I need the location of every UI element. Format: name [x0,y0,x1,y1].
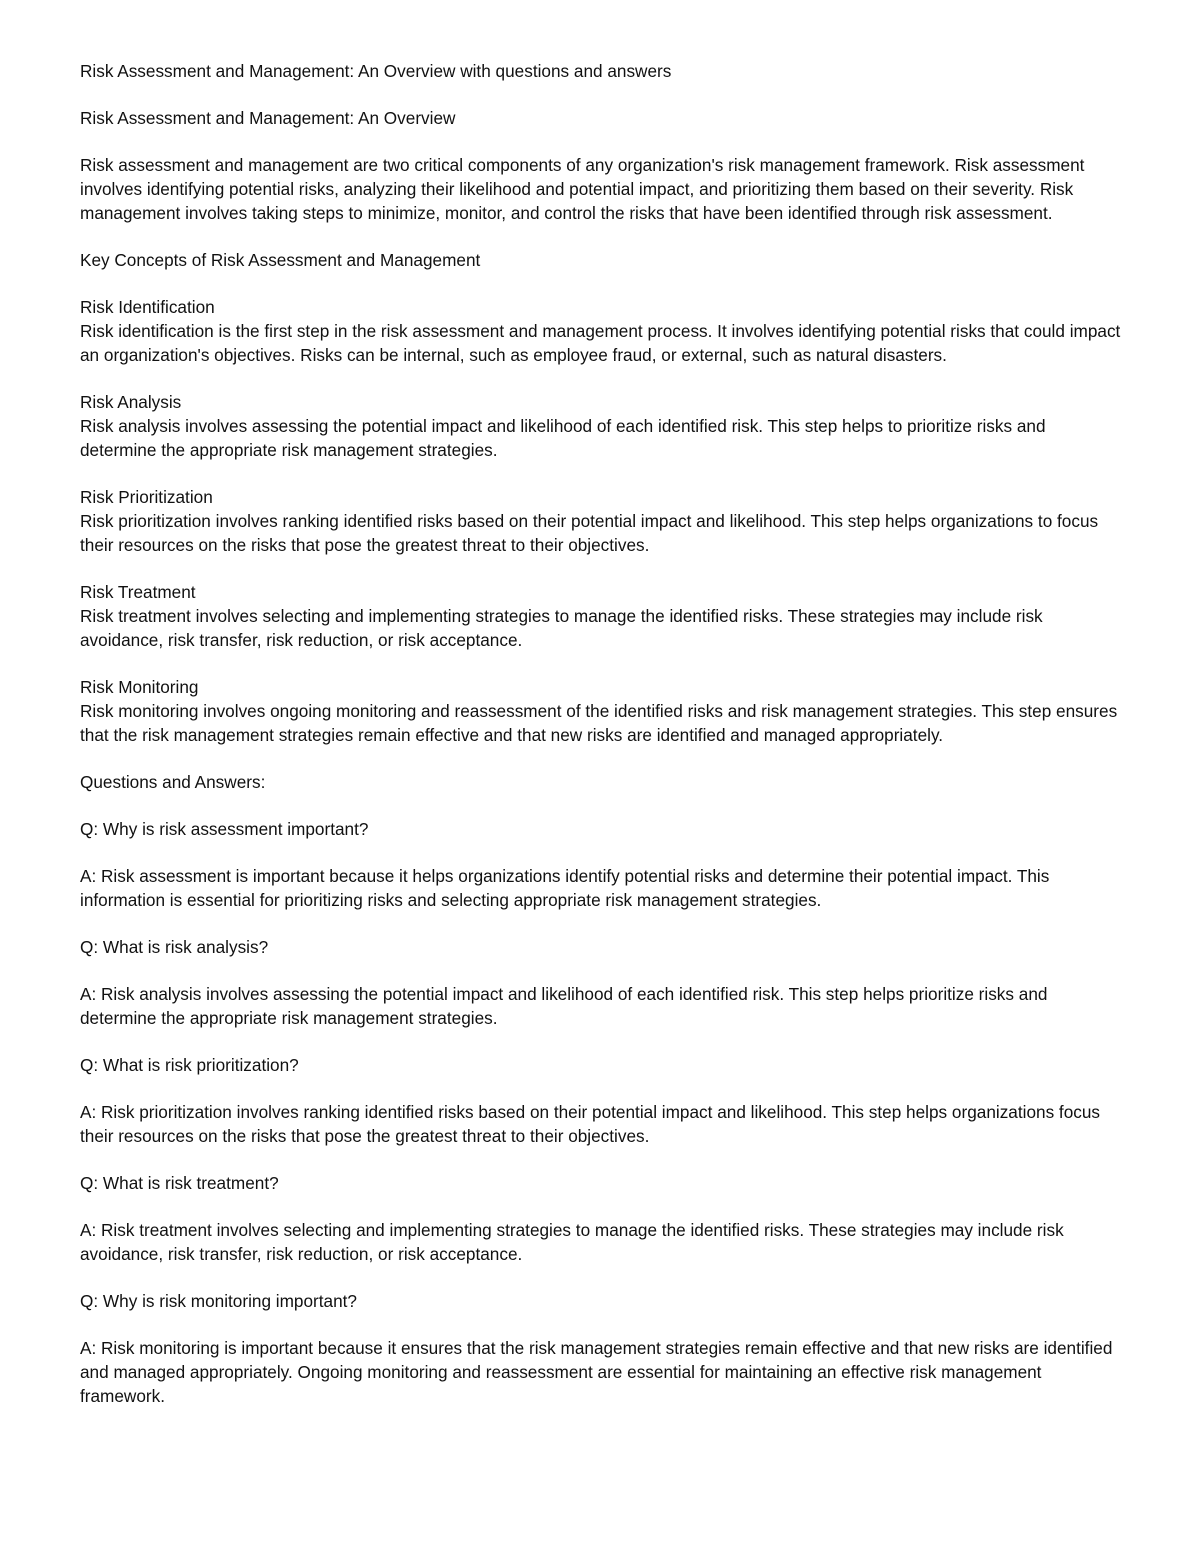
question-text: Q: What is risk prioritization? [80,1055,299,1075]
concept-body: Risk prioritization involves ranking identified risks based on their potential impact and likelihood. This step helps organizations to focus their resources on the risks that pose the greatest threat to their objectives. [80,511,1099,555]
concept-risk-analysis [80,390,1125,462]
answer-text: A: Risk monitoring is important because it ensures that the risk management strategies remain effective and that new risks are identified and managed appropriately. Ongoing monitoring and reassessment are essential for maintaining an effective risk management framework. [80,1338,1113,1406]
concept-body: Risk treatment involves selecting and implementing strategies to manage the identified risks. These strategies may include risk avoidance, risk transfer, risk reduction, or risk acceptance. [80,606,1043,650]
concept-body: Risk analysis involves assessing the potential impact and likelihood of each identified risk. This step helps to prioritize risks and determine the appropriate risk management strategies. [80,416,1046,460]
concept-risk-prioritization [80,485,1125,557]
question-text: Q: What is risk analysis? [80,937,269,957]
concept-heading: Risk Identification [80,297,215,317]
question-text: Q: What is risk treatment? [80,1173,279,1193]
concept-risk-treatment [80,580,1125,652]
concept-heading: Risk Monitoring [80,677,199,697]
concept-heading: Risk Prioritization [80,487,213,507]
answer-text: A: Risk treatment involves selecting and implementing strategies to manage the identified risks. These strategies may include risk avoidance, risk transfer, risk reduction, or risk acceptance. [80,1220,1064,1264]
concept-heading: Risk Treatment [80,582,196,602]
answer-text: A: Risk assessment is important because it helps organizations identify potential risks and determine their potential impact. This information is essential for prioritizing risks and selecting appropriate risk management strategies. [80,866,1050,910]
concept-body: Risk monitoring involves ongoing monitoring and reassessment of the identified risks and risk management strategies. This step ensures that the risk management strategies remain effective and that new risks are identified and managed appropriately. [80,701,1118,745]
question-text: Q: Why is risk monitoring important? [80,1291,357,1311]
document-page [80,59,1125,1431]
concept-risk-identification [80,295,1125,367]
qa-heading: Questions and Answers: [80,772,266,792]
document-title: Risk Assessment and Management: An Overview with questions and answers [80,61,672,81]
concept-risk-monitoring [80,675,1125,747]
answer-text: A: Risk analysis involves assessing the potential impact and likelihood of each identified risk. This step helps prioritize risks and determine the appropriate risk management strategies. [80,984,1048,1028]
key-concepts-heading: Key Concepts of Risk Assessment and Management [80,250,481,270]
question-text: Q: Why is risk assessment important? [80,819,369,839]
document-subtitle: Risk Assessment and Management: An Overview [80,108,456,128]
concept-heading: Risk Analysis [80,392,182,412]
concept-body: Risk identification is the first step in the risk assessment and management process. It involves identifying potential risks that could impact an organization's objectives. Risks can be internal, such as employee fraud, or external, such as natural disasters. [80,321,1121,365]
intro-paragraph: Risk assessment and management are two critical components of any organization's risk management framework. Risk assessment involves identifying potential risks, analyzing their likelihood and potential impact, and prioritizing them based on their severity. Risk management involves taking steps to minimize, monitor, and control the risks that have been identified through risk assessment. [80,155,1085,223]
answer-text: A: Risk prioritization involves ranking identified risks based on their potential impact and likelihood. This step helps organizations focus their resources on the risks that pose the greatest threat to their objectives. [80,1102,1101,1146]
